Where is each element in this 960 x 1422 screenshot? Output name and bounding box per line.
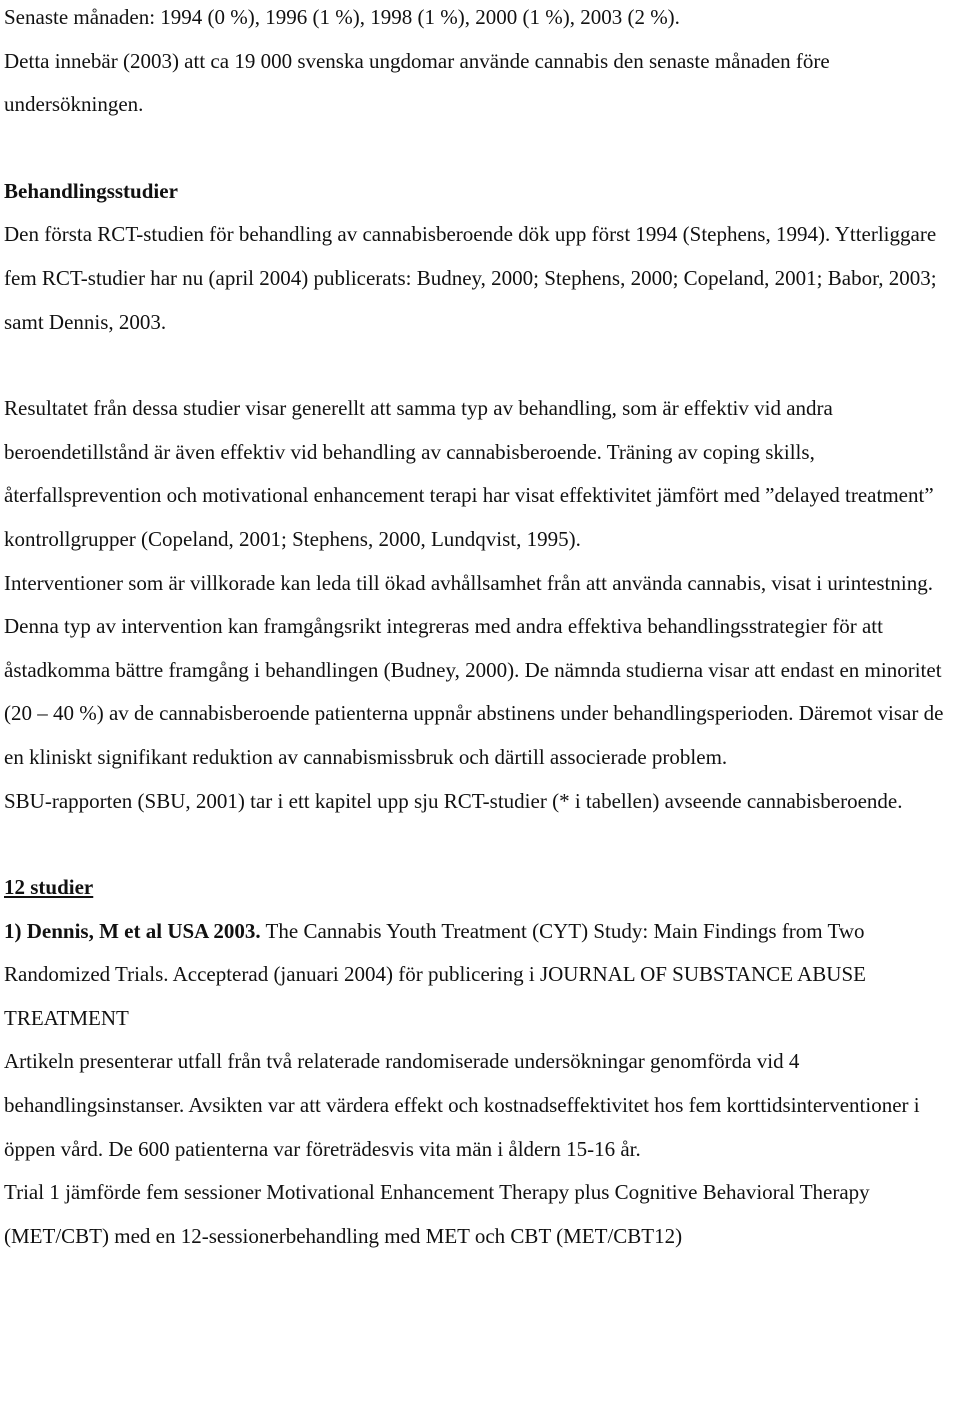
sbu-paragraph: SBU-rapporten (SBU, 2001) tar i ett kapitel upp sju RCT-studier (* i tabellen) avseende cannabisberoende. bbox=[4, 788, 903, 813]
study-1-trial-1: Trial 1 jämförde fem sessioner Motivational Enhancement Therapy plus Cognitive Behavioral Therapy (MET/CBT) med en 12-sessionerbehandling med MET och CBT (MET/CBT12) bbox=[4, 1180, 870, 1248]
interventions-paragraph: Interventioner som är villkorade kan leda till ökad avhållsamhet från att använda cannabis, visat i urintestning. Denna typ av intervention kan framgångsrikt integreras med andra effektiva behandlingsstrategier för att åstadkomma bättre framgång i behandlingen (Budney, 2000). De nämnda studierna visar att endast en minoritet (20 – 40 %) av de cannabisberoende patienterna uppnår abstinens under behandlingsperioden. Däremot visar de en kliniskt signifikant reduktion av cannabismissbruk och därtill associerade problem. bbox=[4, 570, 944, 769]
spacer bbox=[4, 344, 956, 387]
spacer bbox=[4, 823, 956, 866]
study-1-title: The Cannabis Youth Treatment (CYT) Study: Main Findings from Two Randomized Trials. Accepterad (januari 2004) för publicering i JOURNAL OF SUBSTANCE ABUSE TREATMENT bbox=[4, 918, 866, 1030]
section-heading-behandlingsstudier: Behandlingsstudier bbox=[4, 178, 178, 203]
spacer bbox=[4, 127, 956, 170]
intro-paragraph: Detta innebär (2003) att ca 19 000 svenska ungdomar använde cannabis den senaste månaden före undersökningen. bbox=[4, 48, 830, 117]
treatment-paragraph: Den första RCT-studien för behandling av cannabisberoende dök upp först 1994 (Stephens, 1994). Ytterliggare fem RCT-studier har nu (april 2004) publicerats: Budney, 2000; Stephens, 2000; Copeland, 2001; Babor, 2003; samt Dennis, 2003. bbox=[4, 222, 937, 334]
studies-heading: 12 studier bbox=[4, 875, 94, 900]
study-1-citation bbox=[4, 910, 956, 1041]
study-1-summary: Artikeln presenterar utfall från två relaterade randomiserade undersökningar genomförda vid 4 behandlingsinstanser. Avsikten var att värdera effekt och kostnadseffektivitet hos fem korttidsinterventioner i öppen vård. De 600 patienterna var företrädesvis vita män i åldern 15-16 år. bbox=[4, 1049, 920, 1161]
intro-line: Senaste månaden: 1994 (0 %), 1996 (1 %), 1998 (1 %), 2000 (1 %), 2003 (2 %). bbox=[4, 5, 680, 29]
study-1-label: 1) Dennis, M et al USA 2003. bbox=[4, 918, 261, 943]
results-paragraph: Resultatet från dessa studier visar generellt att samma typ av behandling, som är effektiv vid andra beroendetillstånd är även effektiv vid behandling av cannabisberoende. Träning av coping skills, återfallsprevention och motivational enhancement terapi har visat effektivitet jämfört med ”delayed treatment” kontrollgrupper (Copeland, 2001; Stephens, 2000, Lundqvist, 1995). bbox=[4, 396, 934, 551]
